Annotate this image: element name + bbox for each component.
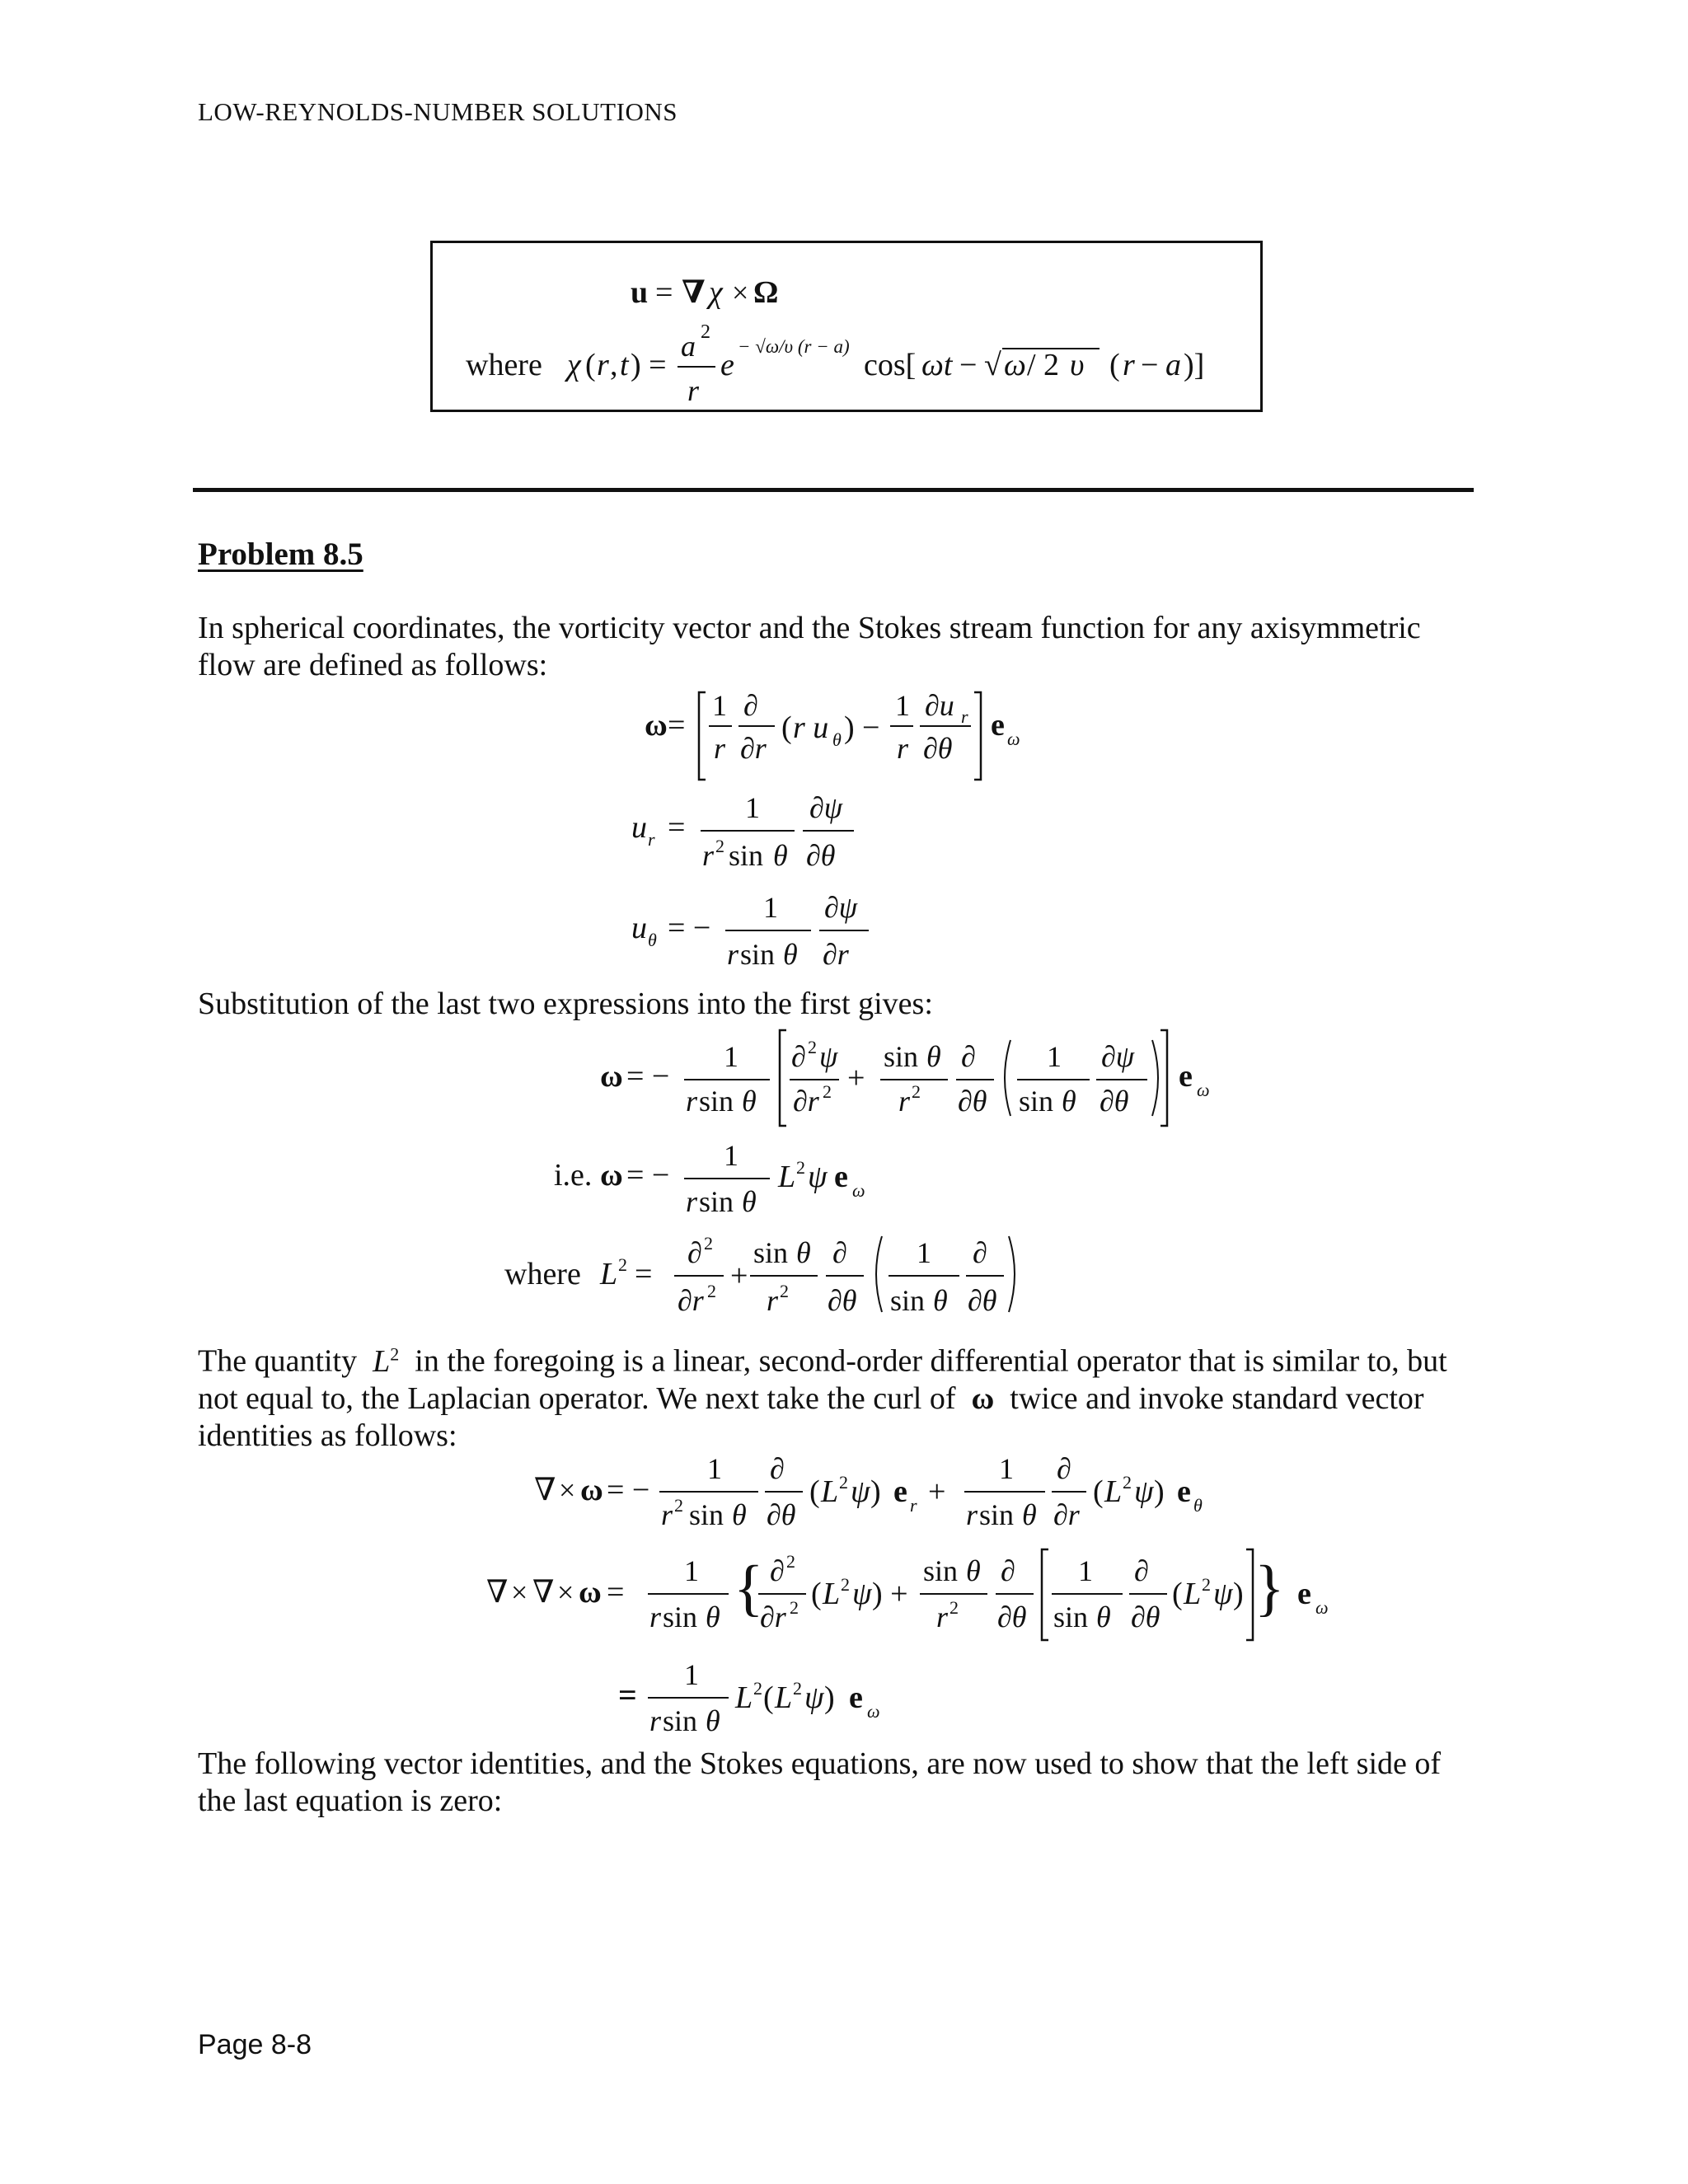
- svg-text:θ: θ: [933, 1284, 948, 1317]
- svg-text:L: L: [821, 1474, 839, 1509]
- svg-text:1: 1: [745, 791, 760, 824]
- svg-text:u: u: [631, 275, 649, 310]
- svg-text:χ: χ: [567, 348, 581, 382]
- svg-text:t: t: [620, 348, 629, 382]
- where-label: where: [466, 348, 542, 382]
- svg-text:θ: θ: [926, 1040, 941, 1073]
- svg-text:r: r: [702, 839, 715, 872]
- substitution-text: Substitution of the last two expressions into the first gives:: [198, 987, 933, 1021]
- svg-text:1: 1: [1047, 1040, 1062, 1073]
- svg-text:θ: θ: [1062, 1085, 1076, 1118]
- svg-text:θ: θ: [966, 1554, 981, 1587]
- svg-text:×: ×: [511, 1576, 528, 1609]
- svg-text:sin: sin: [699, 1085, 734, 1118]
- svg-text:L: L: [735, 1680, 753, 1715]
- svg-text:∂: ∂: [770, 1554, 785, 1587]
- svg-text:∇: ∇: [534, 1471, 556, 1507]
- svg-text:L: L: [823, 1577, 841, 1611]
- svg-text:e: e: [893, 1474, 907, 1509]
- svg-text:r: r: [966, 1498, 978, 1531]
- svg-text:∂θ: ∂θ: [828, 1284, 857, 1317]
- svg-text:∇: ∇: [486, 1573, 509, 1610]
- svg-text:∂ψ: ∂ψ: [809, 791, 843, 824]
- svg-text:×: ×: [557, 1576, 574, 1609]
- svg-text:∂θ: ∂θ: [997, 1601, 1027, 1633]
- svg-text:L: L: [778, 1160, 796, 1194]
- svg-text:ω: ω: [580, 1473, 603, 1507]
- svg-text:/ 2: / 2: [1027, 348, 1060, 382]
- svg-text:sin: sin: [1053, 1601, 1089, 1633]
- curl-of-vorticity: [534, 1452, 1203, 1531]
- svg-text:sin: sin: [729, 839, 764, 872]
- svg-text:ωt: ωt: [921, 348, 953, 382]
- ie-label: i.e.: [554, 1158, 593, 1193]
- svg-text:2: 2: [618, 1254, 627, 1275]
- svg-text:2: 2: [950, 1597, 959, 1618]
- svg-text:r u: r u: [793, 710, 829, 745]
- svg-text:r: r: [961, 706, 968, 727]
- svg-text:u: u: [631, 810, 647, 845]
- svg-text:r: r: [686, 1185, 698, 1218]
- svg-text:θ: θ: [783, 938, 798, 971]
- svg-text:ψ: ψ: [808, 1160, 828, 1194]
- svg-text:∂: ∂: [961, 1040, 976, 1073]
- double-curl-of-vorticity: [486, 1549, 1329, 1640]
- svg-text:∂: ∂: [1057, 1452, 1071, 1485]
- svg-text:= −: = −: [668, 911, 711, 945]
- operator-text-3: twice and invoke standard vector identities as follows:: [198, 1380, 1424, 1453]
- svg-text:ω: ω: [1315, 1597, 1329, 1618]
- svg-text:2: 2: [790, 1597, 799, 1618]
- svg-text:1: 1: [712, 689, 727, 722]
- svg-text:) +: ) +: [872, 1577, 908, 1611]
- svg-text:sin: sin: [740, 938, 776, 971]
- svg-text:∂: ∂: [743, 689, 758, 722]
- svg-text:1: 1: [917, 1236, 931, 1269]
- svg-text:)]: )]: [1184, 348, 1205, 382]
- svg-text:a: a: [1165, 348, 1181, 382]
- svg-text:θ: θ: [732, 1498, 747, 1531]
- svg-text:θ: θ: [1193, 1495, 1203, 1516]
- svg-text:(: (: [1172, 1577, 1183, 1611]
- svg-text:∂r: ∂r: [760, 1601, 786, 1633]
- svg-text:(: (: [781, 710, 792, 745]
- svg-text:=: =: [635, 1257, 653, 1291]
- svg-text:) =: ) =: [631, 348, 667, 382]
- svg-text:ω: ω: [852, 1180, 865, 1201]
- svg-text:∂θ: ∂θ: [1131, 1601, 1160, 1633]
- svg-text:− √ω/υ (r − a): − √ω/υ (r − a): [738, 336, 850, 357]
- svg-text:): ): [870, 1474, 881, 1509]
- omega-symbol: ω: [964, 1380, 1002, 1416]
- svg-text:θ: θ: [832, 729, 842, 750]
- svg-text:∂θ: ∂θ: [767, 1498, 796, 1531]
- svg-text:θ: θ: [1022, 1498, 1037, 1531]
- svg-text:u: u: [631, 911, 647, 945]
- svg-text:}: }: [1254, 1554, 1285, 1623]
- svg-text:2: 2: [808, 1037, 817, 1057]
- svg-text:θ: θ: [1096, 1601, 1111, 1633]
- problem-title: Problem 8.5: [198, 537, 363, 572]
- svg-text:+: +: [847, 1061, 865, 1095]
- where-label-2: where: [504, 1257, 581, 1291]
- svg-text:sin: sin: [923, 1554, 959, 1587]
- svg-text:sin: sin: [979, 1498, 1015, 1531]
- svg-text:θ: θ: [706, 1704, 720, 1737]
- svg-text:2: 2: [839, 1472, 848, 1493]
- svg-text:e: e: [1297, 1577, 1311, 1611]
- svg-text:r: r: [661, 1498, 673, 1531]
- svg-text:2: 2: [707, 1281, 716, 1301]
- svg-text:∂θ: ∂θ: [806, 839, 836, 872]
- svg-text:2: 2: [841, 1574, 850, 1595]
- svg-text:∂: ∂: [832, 1236, 847, 1269]
- svg-text:2: 2: [912, 1081, 921, 1102]
- svg-text:ω: ω: [1004, 348, 1026, 382]
- svg-text:1: 1: [724, 1040, 738, 1073]
- svg-text:ω: ω: [579, 1575, 602, 1610]
- svg-text:∂r: ∂r: [1053, 1498, 1080, 1531]
- svg-text:ψ: ψ: [1213, 1577, 1233, 1611]
- svg-text:(: (: [811, 1577, 822, 1611]
- svg-text:= −: = −: [626, 1158, 670, 1193]
- svg-text:r: r: [649, 1704, 662, 1737]
- svg-text:υ: υ: [1070, 348, 1085, 382]
- svg-text:e: e: [1177, 1474, 1191, 1509]
- svg-text:ω: ω: [867, 1701, 880, 1722]
- svg-text:e: e: [834, 1160, 848, 1194]
- svg-text:,: ,: [610, 348, 618, 382]
- svg-text:θ: θ: [773, 839, 788, 872]
- svg-text:ω: ω: [645, 708, 668, 743]
- svg-text:2: 2: [715, 836, 724, 856]
- svg-text:∂: ∂: [1134, 1554, 1149, 1587]
- svg-text:(: (: [1109, 348, 1120, 382]
- svg-text:r: r: [910, 1495, 917, 1516]
- svg-text:1: 1: [999, 1452, 1014, 1485]
- svg-text:ω: ω: [600, 1158, 623, 1193]
- closing-paragraph: The following vector identities, and the Stokes equations, are now used to show that the left side of the last equation is zero:: [198, 1746, 1442, 1818]
- svg-text:= −: = −: [607, 1473, 650, 1507]
- double-curl-result: [618, 1658, 880, 1737]
- svg-text:+: +: [928, 1474, 946, 1509]
- svg-text:r: r: [649, 1601, 662, 1633]
- svg-text:L: L: [775, 1680, 793, 1715]
- svg-text:∂θ: ∂θ: [968, 1284, 997, 1317]
- svg-text:∂r: ∂r: [793, 1085, 819, 1118]
- svg-text:∂: ∂: [687, 1236, 702, 1269]
- svg-text:(: (: [1093, 1474, 1104, 1509]
- svg-text:L: L: [1104, 1474, 1123, 1509]
- operator-text-2: in the foregoing is a linear, second-order differential operator that is similar to, but not equal to, the Laplacian operator. We next take the curl of: [198, 1343, 1447, 1416]
- svg-text:sin: sin: [884, 1040, 919, 1073]
- svg-text:{: {: [734, 1554, 764, 1623]
- svg-text:sin: sin: [689, 1498, 724, 1531]
- svg-text:−: −: [959, 348, 978, 382]
- svg-text:2: 2: [701, 321, 710, 343]
- svg-text:2: 2: [786, 1551, 795, 1572]
- svg-text:(: (: [585, 348, 596, 382]
- svg-text:cos[: cos[: [864, 348, 917, 382]
- svg-text:2: 2: [704, 1233, 713, 1254]
- svg-text:=: =: [668, 810, 686, 845]
- svg-text:): ): [844, 710, 855, 745]
- svg-text:χ: χ: [709, 275, 723, 310]
- svg-text:ψ: ψ: [851, 1474, 870, 1509]
- svg-text:∂: ∂: [770, 1452, 785, 1485]
- svg-text:×: ×: [559, 1474, 576, 1507]
- svg-text:sin: sin: [663, 1704, 698, 1737]
- svg-text:2: 2: [674, 1495, 683, 1516]
- svg-text:sin: sin: [699, 1185, 734, 1218]
- running-header: LOW-REYNOLDS-NUMBER SOLUTIONS: [198, 97, 678, 126]
- svg-text:1: 1: [707, 1452, 722, 1485]
- problem-intro: In spherical coordinates, the vorticity vector and the Stokes stream function for any axisymmetric flow are defined as follows:: [198, 611, 1421, 682]
- svg-text:∂θ: ∂θ: [1100, 1085, 1129, 1118]
- svg-text:∂θ: ∂θ: [923, 732, 953, 765]
- svg-text:ω: ω: [1007, 729, 1020, 749]
- svg-text:): ): [1233, 1577, 1244, 1611]
- svg-text:∂: ∂: [1001, 1554, 1015, 1587]
- svg-text:2: 2: [1123, 1472, 1132, 1493]
- svg-text:∇: ∇: [682, 273, 706, 310]
- svg-text:L: L: [600, 1257, 618, 1291]
- svg-text:+: +: [730, 1258, 748, 1293]
- svg-text:): ): [1154, 1474, 1165, 1509]
- svg-text:∂r: ∂r: [823, 938, 849, 971]
- svg-text:Ω: Ω: [753, 275, 779, 310]
- svg-text:r: r: [1123, 348, 1135, 382]
- svg-text:L: L: [1184, 1577, 1202, 1611]
- L2-symbol: $L^2$: [364, 1343, 400, 1379]
- svg-text:1: 1: [684, 1554, 699, 1587]
- svg-text:e: e: [1179, 1059, 1193, 1094]
- svg-text:e: e: [991, 708, 1005, 743]
- svg-text:ψ: ψ: [804, 1680, 824, 1715]
- page-number: Page 8-8: [198, 2029, 312, 2060]
- svg-text:√: √: [984, 348, 1001, 382]
- svg-text:2: 2: [796, 1157, 805, 1178]
- svg-text:r: r: [686, 1085, 698, 1118]
- svg-text:sin: sin: [753, 1236, 789, 1269]
- svg-text:=: =: [668, 708, 686, 743]
- svg-text:r: r: [727, 938, 739, 971]
- svg-text:∂θ: ∂θ: [958, 1085, 987, 1118]
- svg-text:2: 2: [1202, 1574, 1211, 1595]
- svg-text:r: r: [687, 374, 700, 407]
- svg-text:θ: θ: [796, 1236, 811, 1269]
- svg-text:1: 1: [895, 689, 910, 722]
- svg-text:sin: sin: [663, 1601, 698, 1633]
- svg-text:= −: = −: [626, 1059, 670, 1094]
- svg-text:1: 1: [763, 891, 778, 924]
- svg-text:(: (: [763, 1680, 774, 1715]
- svg-text:r: r: [898, 1085, 911, 1118]
- svg-text:1: 1: [724, 1139, 738, 1172]
- svg-text:r: r: [597, 348, 609, 382]
- svg-text:θ: θ: [706, 1601, 720, 1633]
- svg-text:∂r: ∂r: [740, 732, 767, 765]
- svg-text:θ: θ: [648, 930, 657, 950]
- svg-text:1: 1: [684, 1658, 699, 1691]
- svg-text:r: r: [648, 829, 655, 850]
- operator-text-1: The quantity: [198, 1343, 358, 1379]
- svg-text:r: r: [767, 1284, 779, 1317]
- svg-text:(: (: [809, 1474, 820, 1509]
- svg-text:∂: ∂: [791, 1040, 806, 1073]
- svg-text:ω: ω: [1197, 1080, 1210, 1100]
- svg-text:2: 2: [823, 1081, 832, 1102]
- svg-text:=: =: [607, 1575, 625, 1610]
- svg-text:=: =: [655, 275, 673, 310]
- svg-text:sin: sin: [1019, 1085, 1054, 1118]
- svg-text:sin: sin: [890, 1284, 926, 1317]
- svg-text:∂ψ: ∂ψ: [1101, 1040, 1135, 1073]
- svg-text:2: 2: [780, 1281, 789, 1301]
- svg-text:ψ: ψ: [819, 1040, 838, 1073]
- svg-text:∇: ∇: [532, 1573, 555, 1610]
- svg-text:1: 1: [1078, 1554, 1093, 1587]
- svg-text:=: =: [618, 1676, 637, 1713]
- svg-text:ψ: ψ: [1134, 1474, 1154, 1509]
- svg-text:×: ×: [732, 276, 749, 309]
- svg-text:a: a: [681, 330, 696, 363]
- svg-text:r: r: [936, 1601, 949, 1633]
- svg-text:ψ: ψ: [852, 1577, 872, 1611]
- svg-text:): ): [824, 1680, 835, 1715]
- svg-text:θ: θ: [742, 1085, 757, 1118]
- svg-text:−: −: [862, 710, 880, 745]
- svg-text:r: r: [897, 732, 909, 765]
- svg-text:θ: θ: [742, 1185, 757, 1218]
- svg-text:2: 2: [793, 1678, 802, 1699]
- svg-text:∂u: ∂u: [925, 689, 954, 722]
- svg-text:2: 2: [753, 1678, 762, 1699]
- svg-text:e: e: [720, 348, 734, 382]
- svg-text:∂ψ: ∂ψ: [824, 891, 858, 924]
- svg-text:r: r: [714, 732, 726, 765]
- svg-text:e: e: [849, 1680, 863, 1715]
- svg-text:−: −: [1141, 348, 1159, 382]
- svg-text:∂: ∂: [973, 1236, 987, 1269]
- svg-text:∂r: ∂r: [678, 1284, 704, 1317]
- svg-text:ω: ω: [600, 1059, 623, 1094]
